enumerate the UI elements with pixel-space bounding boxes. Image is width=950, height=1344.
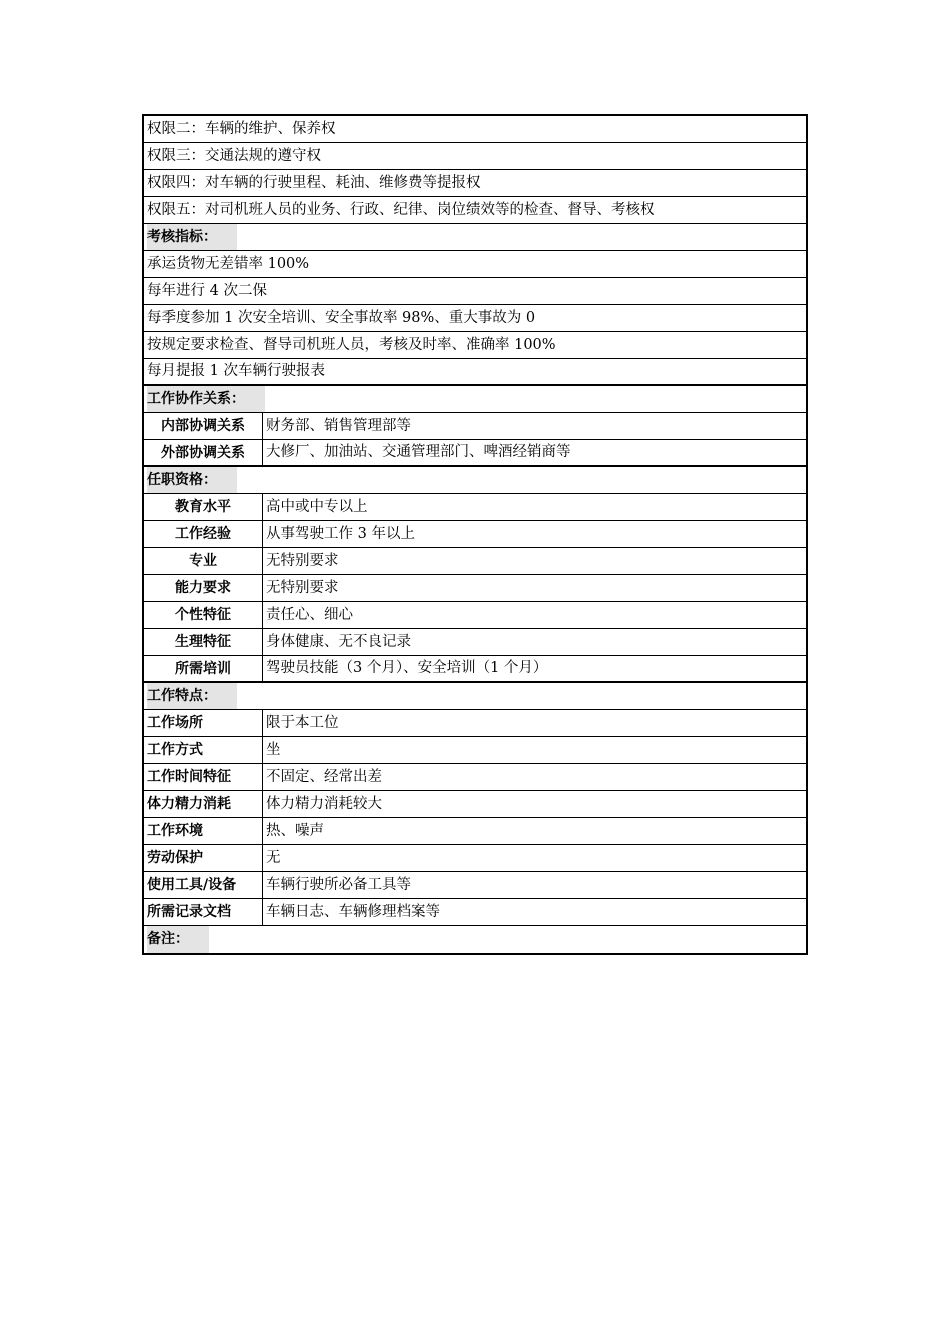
kpi-row <box>144 359 806 386</box>
qualification-value: 从事驾驶工作 3 年以上 <box>266 525 415 542</box>
feature-value: 不固定、经常出差 <box>266 768 382 785</box>
qualification-label: 工作经验 <box>144 521 263 547</box>
features-section-header <box>144 683 806 710</box>
cooperation-section-title: 工作协作关系： <box>147 386 265 413</box>
kpi-section-title: 考核指标： <box>147 224 237 251</box>
qualification-row <box>144 656 806 683</box>
feature-row <box>144 872 806 899</box>
feature-value: 限于本工位 <box>266 714 339 731</box>
cooperation-label: 外部协调关系 <box>144 440 263 465</box>
qualification-label: 个性特征 <box>144 602 263 628</box>
remarks-section-header <box>144 926 806 953</box>
feature-row <box>144 737 806 764</box>
feature-value: 车辆行驶所必备工具等 <box>266 876 411 893</box>
authority-text: 权限三：交通法规的遵守权 <box>147 147 321 164</box>
feature-row <box>144 818 806 845</box>
qualification-row <box>144 521 806 548</box>
kpi-row <box>144 332 806 359</box>
cooperation-section-header <box>144 386 806 413</box>
qualification-row <box>144 602 806 629</box>
qualification-row <box>144 629 806 656</box>
feature-row <box>144 791 806 818</box>
qualification-label: 生理特征 <box>144 629 263 655</box>
kpi-text: 每年进行 4 次二保 <box>147 282 267 299</box>
feature-row <box>144 899 806 926</box>
authority-row <box>144 197 806 224</box>
feature-label: 工作方式 <box>144 737 263 763</box>
feature-value: 坐 <box>266 741 281 758</box>
feature-label: 使用工具/设备 <box>144 872 263 898</box>
feature-row <box>144 845 806 872</box>
qualification-section-header <box>144 467 806 494</box>
qualification-row <box>144 575 806 602</box>
feature-row <box>144 764 806 791</box>
cooperation-row <box>144 413 806 440</box>
cooperation-value: 大修厂、加油站、交通管理部门、啤酒经销商等 <box>266 444 571 460</box>
feature-value: 车辆日志、车辆修理档案等 <box>266 903 440 920</box>
qualification-row <box>144 494 806 521</box>
qualification-label: 能力要求 <box>144 575 263 601</box>
cooperation-value: 财务部、销售管理部等 <box>266 417 411 434</box>
authority-row <box>144 170 806 197</box>
authority-text: 权限四：对车辆的行驶里程、耗油、维修费等提报权 <box>147 174 481 191</box>
feature-label: 工作环境 <box>144 818 263 844</box>
authority-text: 权限二：车辆的维护、保养权 <box>147 120 336 137</box>
qualification-section-title: 任职资格： <box>147 467 237 494</box>
feature-value: 体力精力消耗较大 <box>266 795 382 812</box>
kpi-text: 每月提报 1 次车辆行驶报表 <box>147 363 325 379</box>
kpi-row <box>144 251 806 278</box>
qualification-value: 驾驶员技能（3 个月）、安全培训（1 个月） <box>266 660 548 676</box>
remarks-section-title: 备注： <box>147 926 209 953</box>
authority-row <box>144 116 806 143</box>
authority-row <box>144 143 806 170</box>
kpi-text: 每季度参加 1 次安全培训、安全事故率 98%、重大事故为 0 <box>147 309 536 326</box>
qualification-label: 专业 <box>144 548 263 574</box>
qualification-value: 无特别要求 <box>266 579 339 596</box>
feature-label: 体力精力消耗 <box>144 791 263 817</box>
cooperation-label: 内部协调关系 <box>144 413 263 439</box>
kpi-text: 按规定要求检查、督导司机班人员，考核及时率、准确率 100% <box>147 336 556 353</box>
kpi-row <box>144 278 806 305</box>
kpi-section-header <box>144 224 806 251</box>
job-description-table <box>142 114 808 955</box>
feature-value: 无 <box>266 849 281 866</box>
kpi-row <box>144 305 806 332</box>
qualification-value: 责任心、细心 <box>266 606 353 623</box>
qualification-row <box>144 548 806 575</box>
feature-label: 工作时间特征 <box>144 764 263 790</box>
qualification-label: 所需培训 <box>144 656 263 681</box>
qualification-label: 教育水平 <box>144 494 263 520</box>
feature-row <box>144 710 806 737</box>
qualification-value: 无特别要求 <box>266 552 339 569</box>
feature-label: 劳动保护 <box>144 845 263 871</box>
feature-label: 工作场所 <box>144 710 263 736</box>
kpi-text: 承运货物无差错率 100% <box>147 255 310 272</box>
features-section-title: 工作特点： <box>147 683 237 710</box>
cooperation-row <box>144 440 806 467</box>
qualification-value: 高中或中专以上 <box>266 498 368 515</box>
qualification-value: 身体健康、无不良记录 <box>266 633 411 650</box>
feature-value: 热、噪声 <box>266 822 324 839</box>
feature-label: 所需记录文档 <box>144 899 263 925</box>
authority-text: 权限五：对司机班人员的业务、行政、纪律、岗位绩效等的检查、督导、考核权 <box>147 201 655 218</box>
